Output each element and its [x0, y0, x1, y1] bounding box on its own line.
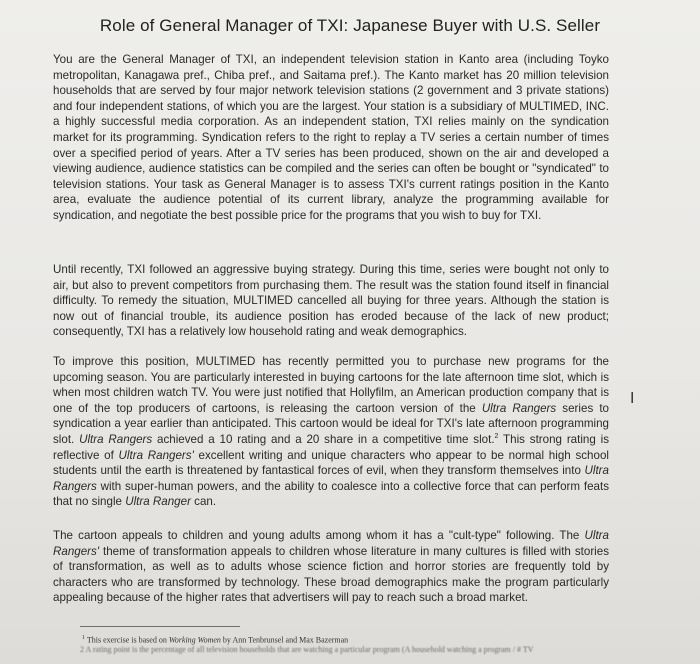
paragraph-4: The cartoon appeals to children and young adults among whom it has a "cult-type" following. The Ultra Rangers' theme of transformation appeals to children whose literature in many cultures is filled with stories of transformation, as well as to adults whose science fiction and horror stories are frequently told by characters who are transformed by technology. These broad demographics make the program particularly appealing because of the higher rates that advertisers will pay to reach such a broad market. [53, 529, 609, 605]
paragraph-2: Until recently, TXI followed an aggressive buying strategy. During this time, series were bought not only to air, but also to prevent competitors from purchasing them. The result was the station found itself in financial difficulty. To remedy the situation, MULTIMED cancelled all buying for three years. Although the station is now out of financial trouble, its audience position has eroded because of the lack of new product; consequently, TXI has a relatively low household rating and weak demographics. [53, 263, 609, 339]
footnote-1: $^1$ This exercise is based on Working Women by Ann Tenbrunsel and Max Bazerman [82, 635, 349, 645]
footnote-divider [80, 626, 240, 627]
text-cursor-icon: I [630, 389, 635, 407]
footnote-2: 2 A rating point is the percentage of all television households that are watching a particular program (A household watching a program / # TV [80, 645, 534, 654]
footnote-ref-2: 2 [494, 433, 499, 441]
page-title: Role of General Manager of TXI: Japanese Buyer with U.S. Seller [99, 16, 601, 35]
paragraph-1: You are the General Manager of TXI, an independent television station in Kanto area (including Toyko metropolitan, Kanagawa pref., Chiba pref., and Saitama pref.). The Kanto market has 20 million television households that are served by four major network television stations (2 government and 3 private stations) and four independent stations, of which you are the largest. Your station is a subsidiary of MULTIMED, INC. a highly successful media corporation. As an independent station, TXI relies mainly on the syndication market for its programming. Syndication refers to the right to replay a TV series a certain number of times over a specified period of years. After a TV series has been produced, shown on the air and developed a viewing audience, audience statistics can be compiled and the series can often be bought or "syndicated" to television stations. Your task as General Manager is to assess TXI's current ratings position in the Kanto area, evaluate the audience potential of its current library, analyze the programming available for syndication, and negotiate the best possible price for the programs that you wish to buy for TXI. [53, 53, 609, 222]
paragraph-3: To improve this position, MULTIMED has recently permitted you to purchase new programs for the upcoming season. You are particularly interested in buying cartoons for the late afternoon time slot, which is when most children watch TV. You were just notified that Hollyfilm, an American production company that is one of the top producers of cartoons, is releasing the cartoon version of the Ultra Rangers series to syndication a year earlier than anticipated. This cartoon would be ideal for TXI's late afternoon programming slot. Ultra Rangers achieved a 10 rating and a 20 share in a competitive time slot.$^2$ This strong rating is reflective of Ultra Rangers' excellent writing and unique characters who appear to be normal high school students until the earth is threatened by fantastical forces of evil, when they transform themselves into Ultra Rangers with super-human powers, and the ability to coalesce into a collective force that can perform feats that no single Ultra Ranger can. [53, 355, 610, 509]
